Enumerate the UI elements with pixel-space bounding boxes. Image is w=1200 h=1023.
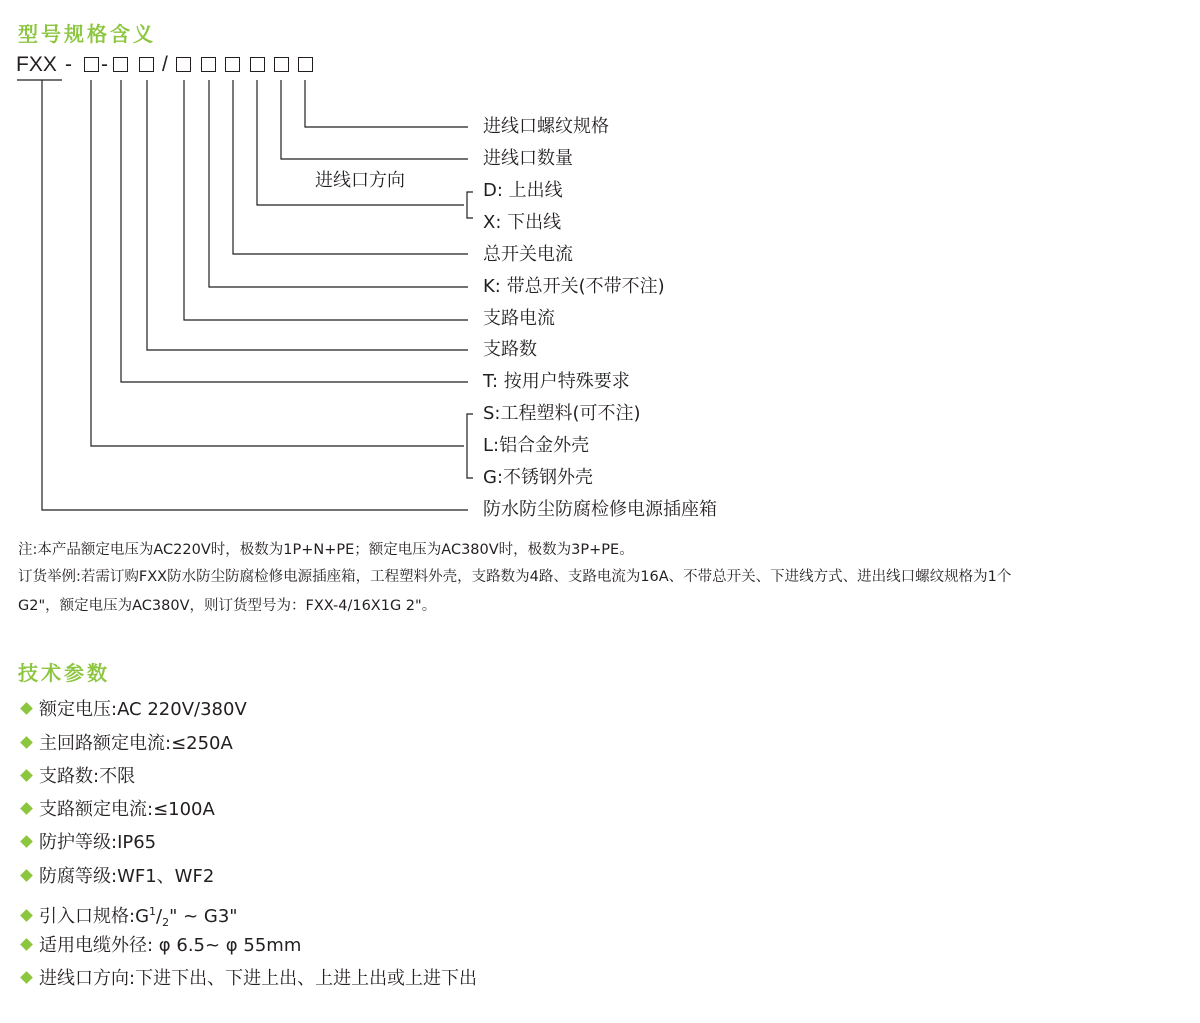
diamond-bullet-icon <box>20 909 33 922</box>
diamond-bullet-icon <box>20 938 33 951</box>
diamond-bullet-icon <box>20 736 33 749</box>
spec-item-inlet: 引入口规格$:G^1/_2$" ~ G3" <box>20 901 238 934</box>
note-order-example: 订货举例:若需订购FXX防水防尘防腐检修电源插座箱，工程塑料外壳，支路数为4路、支路电流为16A、不带总开关、下进线方式、进出线口螺纹规格为1个 <box>18 569 1012 585</box>
label-special: T: 按用户特殊要求 <box>483 371 630 392</box>
label-product: 防水防尘防腐检修电源插座箱 <box>483 499 717 520</box>
model-code-slash: / <box>162 53 168 76</box>
label-inlet-count: 进线口数量 <box>483 148 573 169</box>
model-code-prefix: FXX <box>16 53 57 76</box>
connector-inlet-count <box>281 80 468 159</box>
note-voltage: 注:本产品额定电压为AC220V时，极数为1P+N+PE；额定电压为AC380V时，极数为3P+PE。 <box>18 542 634 558</box>
connector-branch-current <box>184 80 468 320</box>
diamond-bullet-icon <box>20 802 33 815</box>
label-material-plastic: S:工程塑料(可不注) <box>483 403 641 424</box>
connector-thread <box>305 80 468 127</box>
label-dir-down: X: 下出线 <box>483 212 562 233</box>
note-order-example-cont: G2"，额定电压为AC380V，则订货型号为：FXX-4/16X1G 2"。 <box>18 598 437 614</box>
bracket-material <box>467 414 473 478</box>
spec-item: 防护等级:IP65 <box>20 832 156 854</box>
label-branch-count: 支路数 <box>483 339 537 360</box>
connector-main-current <box>233 80 468 254</box>
diamond-bullet-icon <box>20 869 33 882</box>
bracket-direction <box>467 192 473 218</box>
label-thread-spec: 进线口螺纹规格 <box>483 116 609 137</box>
section-title-model-meaning: 型号规格含义 <box>18 22 156 46</box>
connector-special <box>121 80 468 382</box>
section-title-tech-params: 技术参数 <box>18 661 110 685</box>
label-dir-up: D: 上出线 <box>483 180 563 201</box>
label-main-switch: K: 带总开关(不带不注) <box>483 276 665 297</box>
spec-item: 防腐等级:WF1、WF2 <box>20 866 214 888</box>
diamond-bullet-icon <box>20 835 33 848</box>
diamond-bullet-icon <box>20 971 33 984</box>
spec-item: 主回路额定电流:≤250A <box>20 733 233 755</box>
spec-item: 适用电缆外径: φ 6.5~ φ 55mm <box>20 935 301 957</box>
label-main-current: 总开关电流 <box>483 244 573 265</box>
diamond-bullet-icon <box>20 702 33 715</box>
label-branch-current: 支路电流 <box>483 308 555 329</box>
model-code-dash: - <box>101 53 108 76</box>
label-material-steel: G:不锈钢外壳 <box>483 467 594 488</box>
spec-item: 进线口方向:下进下出、下进上出、上进上出或上进下出 <box>20 968 477 990</box>
spec-item: 支路数:不限 <box>20 766 135 788</box>
label-direction-title: 进线口方向 <box>315 170 405 191</box>
label-material-aluminum: L:铝合金外壳 <box>483 435 590 456</box>
spec-item: 支路额定电流:≤100A <box>20 799 215 821</box>
connector-branch-count <box>147 80 468 350</box>
model-code-dash: - <box>65 53 72 76</box>
spec-item: 额定电压:AC 220V/380V <box>20 699 247 721</box>
diamond-bullet-icon <box>20 769 33 782</box>
